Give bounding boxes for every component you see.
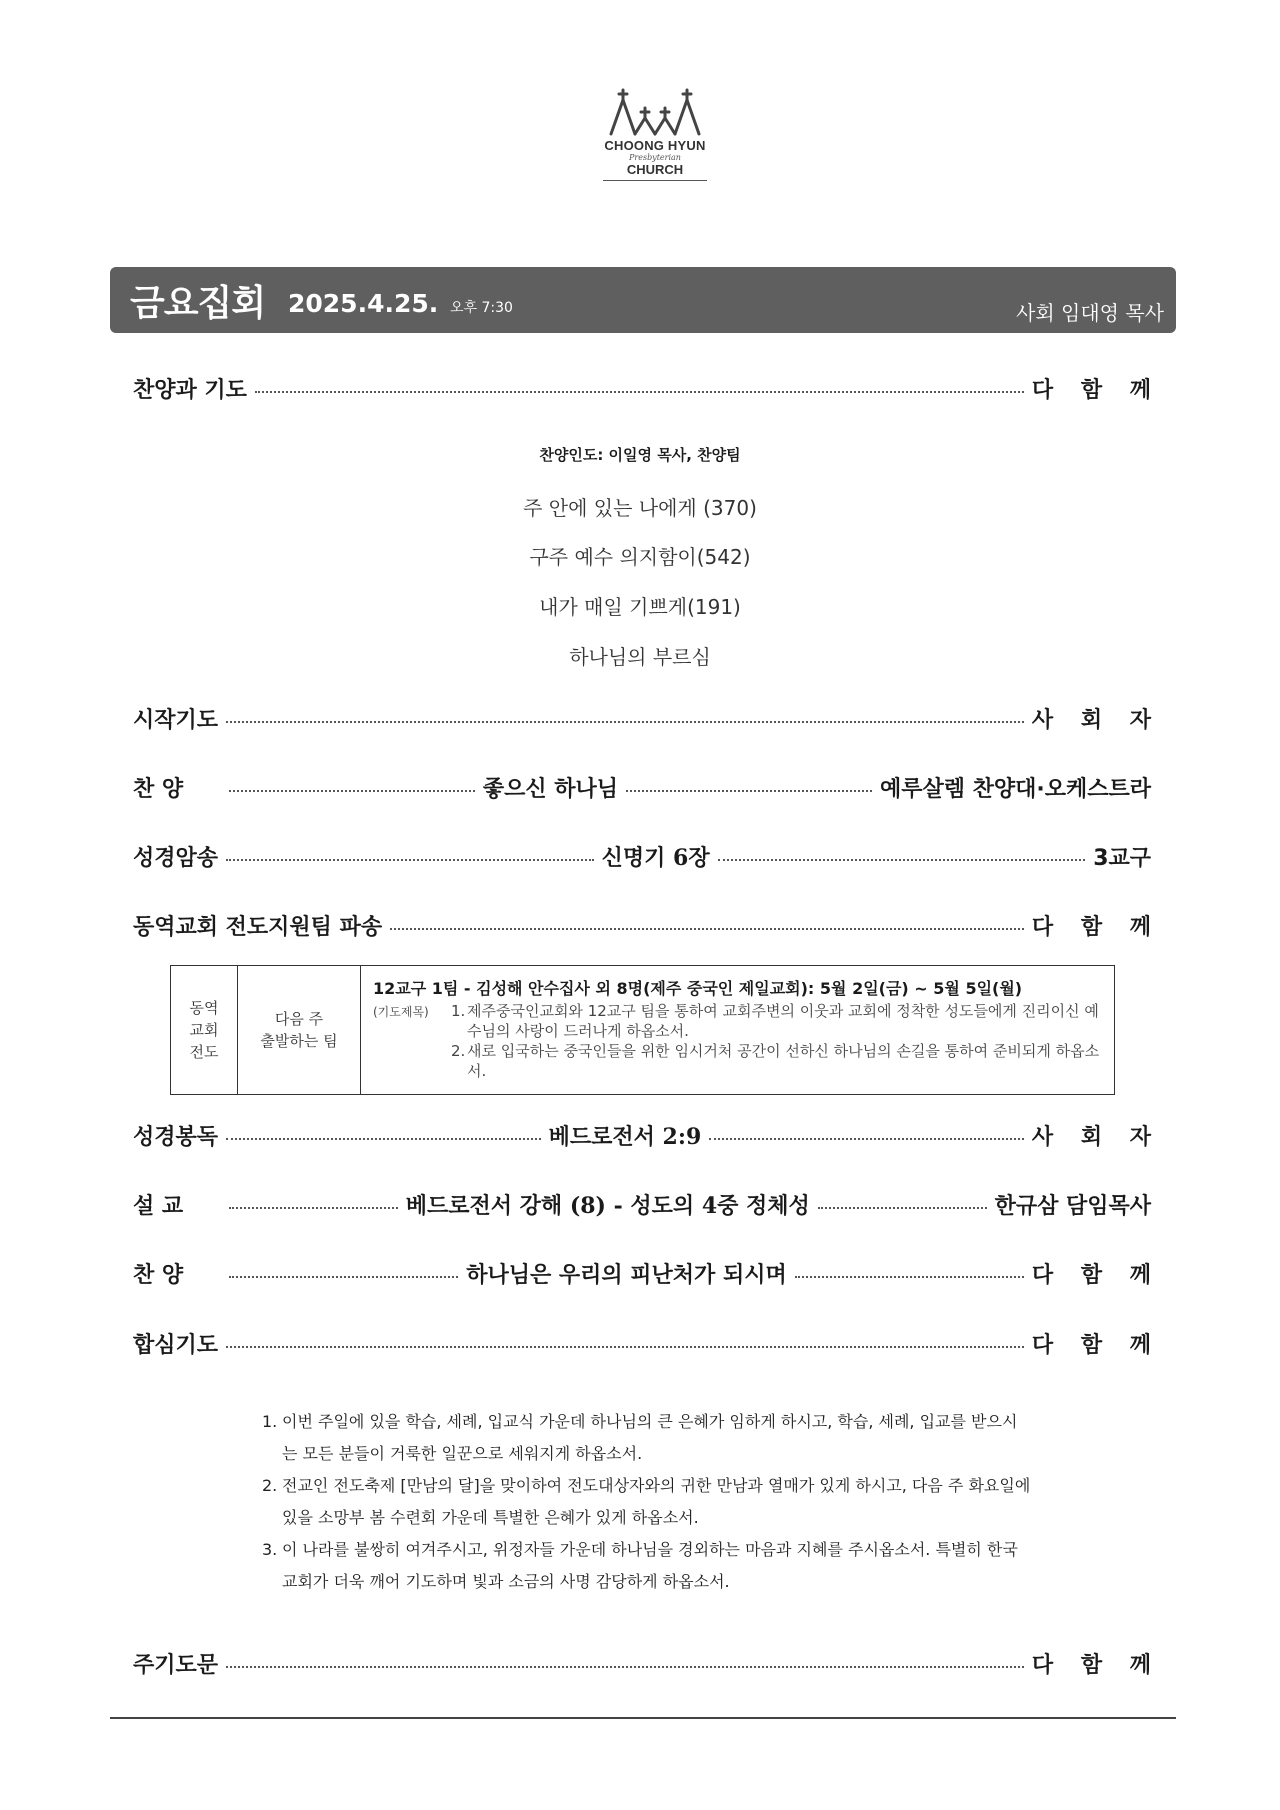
dotted-leader: [390, 928, 1024, 930]
song-item: 내가 매일 기쁘게(191): [539, 595, 741, 619]
mission-category-line: 동역: [189, 999, 219, 1017]
order-performer: 다 함 께: [1031, 1652, 1161, 1678]
prayer-item: [262, 1534, 1032, 1598]
mission-team-info: 12교구 1팀 - 김성해 안수집사 외 8명(제주 중국인 제일교회): 5월 2일(금) ~ 5월 5일(월): [373, 979, 1023, 998]
order-content: 신명기 6장: [601, 844, 710, 871]
order-performer: 한규삼 담임목사: [994, 1193, 1151, 1219]
dotted-leader: [229, 1276, 458, 1278]
order-row-lords-prayer: [133, 1645, 1161, 1681]
mission-prayer-item: [373, 1041, 1102, 1081]
order-label: 설 교: [133, 1193, 184, 1219]
order-label: 찬 양: [133, 776, 184, 802]
order-row-united-prayer: [133, 1325, 1161, 1361]
dotted-leader: [709, 1138, 1024, 1140]
mission-team-table: [170, 965, 1115, 1095]
prayer-item: [262, 1406, 1032, 1470]
order-label: 합심기도: [133, 1332, 219, 1358]
prayer-tag-spacer: [373, 1041, 451, 1081]
order-content: 좋으신 하나님: [482, 776, 619, 802]
order-label: 시작기도: [133, 707, 219, 733]
order-performer: 다 함 께: [1031, 914, 1161, 940]
church-steeples-icon: [607, 88, 703, 136]
dotted-leader: [226, 1138, 541, 1140]
order-content: 베드로전서 2:9: [548, 1123, 702, 1150]
dotted-leader: [226, 1346, 1024, 1348]
logo-text-middle: Presbyterian: [629, 153, 681, 162]
prayer-text: 새로 입국하는 중국인들을 위한 임시거처 공간이 선하신 하나님의 손길을 통하여 준비되게 하옵소서.: [467, 1042, 1100, 1080]
mission-detail-cell: [361, 966, 1115, 1095]
order-row-hymn-1: [133, 769, 1151, 805]
dotted-leader: [255, 391, 1024, 393]
prayer-list: [262, 1406, 1032, 1598]
dotted-leader: [718, 859, 1086, 861]
order-label: 동역교회 전도지원팀 파송: [133, 914, 383, 940]
dotted-leader: [229, 790, 475, 792]
order-performer: 3교구: [1093, 845, 1151, 871]
song-item: 구주 예수 의지함이(542): [529, 545, 751, 569]
praise-leader: 찬양인도: 이일영 목사, 찬양팀: [539, 446, 741, 464]
order-performer: 다 함 께: [1031, 1332, 1161, 1358]
order-performer: 다 함 께: [1031, 1262, 1161, 1288]
prayer-text: 이번 주일에 있을 학습, 세례, 입교식 가운데 하나님의 큰 은혜가 임하게 하시고, 학습, 세례, 입교를 받으시는 모든 분들이 거룩한 일꾼으로 세워지게 하옵소서.: [282, 1412, 1018, 1463]
song-item: 하나님의 부르심: [569, 645, 711, 669]
dotted-leader: [818, 1207, 987, 1209]
prayer-number: 3.: [262, 1540, 278, 1559]
order-row-opening-prayer: [133, 700, 1161, 736]
order-performer: 예루살렘 찬양대·오케스트라: [879, 776, 1151, 802]
prayer-tag: (기도제목): [373, 1005, 429, 1019]
order-label: 찬양과 기도: [133, 377, 247, 403]
order-label: 찬 양: [133, 1262, 184, 1288]
prayer-text: 제주중국인교회와 12교구 팀을 통하여 교회주변의 이웃과 교회에 정착한 성도들에게 진리이신 예수님의 사랑이 드러나게 하옵소서.: [467, 1002, 1099, 1040]
prayer-number: 2.: [262, 1476, 278, 1495]
prayer-item: [262, 1470, 1032, 1534]
mission-team-label-line: 다음 주: [274, 1010, 324, 1028]
dotted-leader: [226, 1666, 1024, 1668]
church-logo: [590, 88, 720, 198]
prayer-text: 이 나라를 불쌍히 여겨주시고, 위정자들 가운데 하나님을 경외하는 마음과 지혜를 주시옵소서. 특별히 한국교회가 더욱 깨어 기도하며 빛과 소금의 사명 감당하게 하옵소서.: [282, 1540, 1018, 1591]
service-title: 금요집회: [130, 283, 266, 324]
service-leader: 사회 임대영 목사: [1016, 301, 1164, 325]
bottom-divider: [110, 1717, 1176, 1719]
prayer-number: 1.: [451, 1002, 466, 1020]
dotted-leader: [229, 1207, 398, 1209]
order-performer: 사 회 자: [1031, 1124, 1161, 1150]
logo-text-bottom: CHURCH: [603, 162, 707, 181]
order-row-mission-team: [133, 907, 1161, 943]
order-row-hymn-2: [133, 1255, 1161, 1291]
song-item: 주 안에 있는 나에게 (370): [523, 496, 757, 520]
order-content: 하나님은 우리의 피난처가 되시며: [466, 1261, 787, 1288]
mission-team-label-cell: [238, 966, 361, 1095]
mission-team-label-line: 출발하는 팀: [260, 1032, 338, 1050]
dotted-leader: [226, 859, 594, 861]
prayer-number: 2.: [451, 1042, 466, 1060]
service-time: 오후 7:30: [450, 300, 513, 316]
order-performer: 다 함 께: [1031, 377, 1161, 403]
service-date: 2025.4.25.: [288, 289, 439, 318]
order-label: 주기도문: [133, 1652, 219, 1678]
mission-category-cell: [171, 966, 238, 1095]
order-label: 성경봉독: [133, 1124, 219, 1150]
logo-text-top: CHOONG HYUN: [604, 138, 706, 153]
sermon-title: 베드로전서 강해 (8) - 성도의 4중 정체성: [405, 1192, 810, 1219]
service-header: [110, 267, 1176, 333]
prayer-text: 전교인 전도축제 [만남의 달]을 맞이하여 전도대상자와의 귀한 만남과 열매가 있게 하시고, 다음 주 화요일에 있을 소망부 봄 수련회 가운데 특별한 은혜가 있게 하옵소서.: [282, 1476, 1031, 1527]
order-row-scripture-memory: [133, 838, 1151, 874]
dotted-leader: [226, 721, 1024, 723]
dotted-leader: [626, 790, 872, 792]
order-label: 성경암송: [133, 845, 219, 871]
mission-category-line: 교회: [189, 1021, 219, 1039]
mission-prayer-item: [373, 1001, 1102, 1041]
order-performer: 사 회 자: [1031, 707, 1161, 733]
prayer-number: 1.: [262, 1412, 278, 1431]
mission-category-line: 전도: [189, 1043, 219, 1061]
dotted-leader: [795, 1276, 1024, 1278]
order-row-sermon: [133, 1186, 1151, 1222]
order-row-praise-prayer: [133, 370, 1161, 406]
order-row-scripture-reading: [133, 1117, 1161, 1153]
